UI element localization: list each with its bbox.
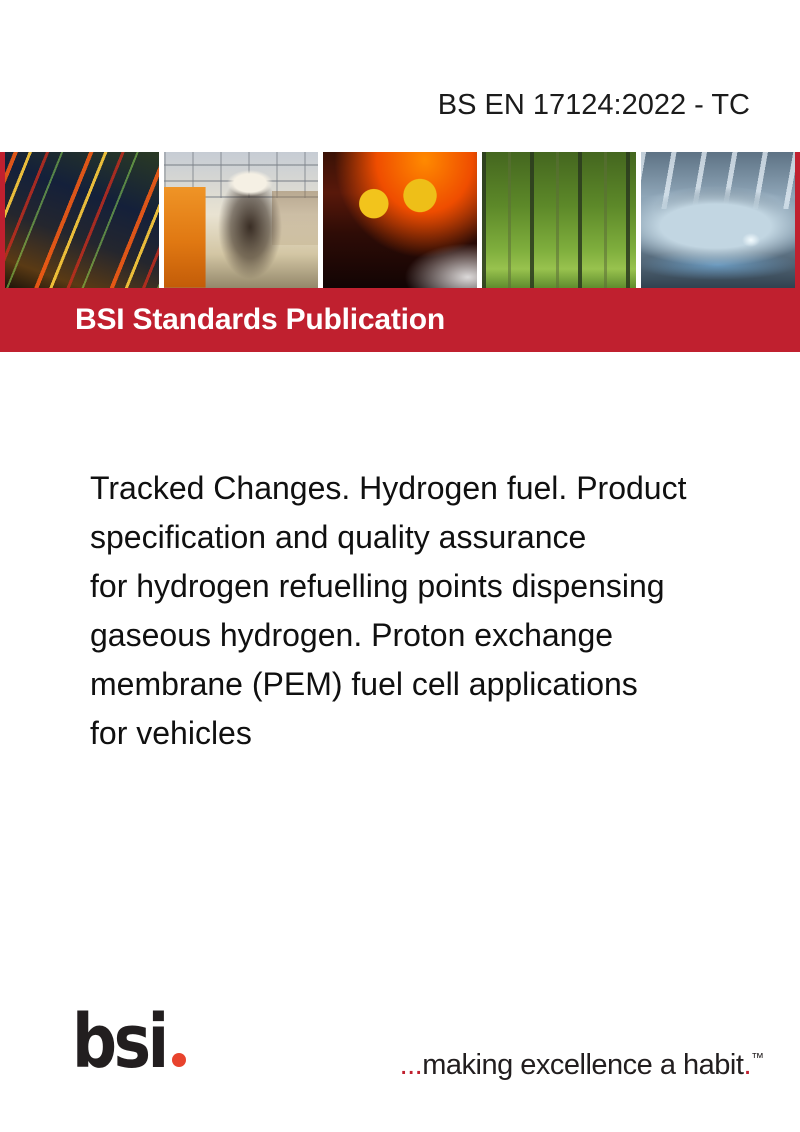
tagline-period: . <box>743 1049 751 1081</box>
tagline <box>400 1041 764 1082</box>
photo-car-assembly <box>641 152 795 288</box>
trademark-symbol: ™ <box>751 1050 764 1065</box>
photo-warehouse-worker <box>164 152 318 288</box>
bsi-logo-dot-icon <box>172 1053 186 1067</box>
bsi-logo-text: bsi <box>72 999 166 1085</box>
publication-band <box>0 288 800 352</box>
tagline-ellipsis: ... <box>399 1049 423 1081</box>
photo-firefighters <box>323 152 477 288</box>
document-title <box>90 464 750 758</box>
title-line-4: gaseous hydrogen. Proton exchange <box>90 617 614 653</box>
title-line-3: for hydrogen refuelling points dispensing <box>90 568 665 604</box>
photo-forest <box>482 152 636 288</box>
title-line-5: membrane (PEM) fuel cell applications <box>90 666 638 702</box>
tagline-text: making excellence a habit <box>422 1049 744 1081</box>
title-line-1: Tracked Changes. Hydrogen fuel. Product <box>90 470 687 506</box>
document-number: BS EN 17124:2022 - TC <box>437 89 750 121</box>
photo-traffic-light-trails <box>5 152 159 288</box>
publication-band-label: BSI Standards Publication <box>75 303 446 336</box>
title-line-2: specification and quality assurance <box>90 519 587 555</box>
photo-banner <box>0 152 800 288</box>
bsi-logo <box>72 999 186 1085</box>
title-line-6: for vehicles <box>90 715 252 751</box>
